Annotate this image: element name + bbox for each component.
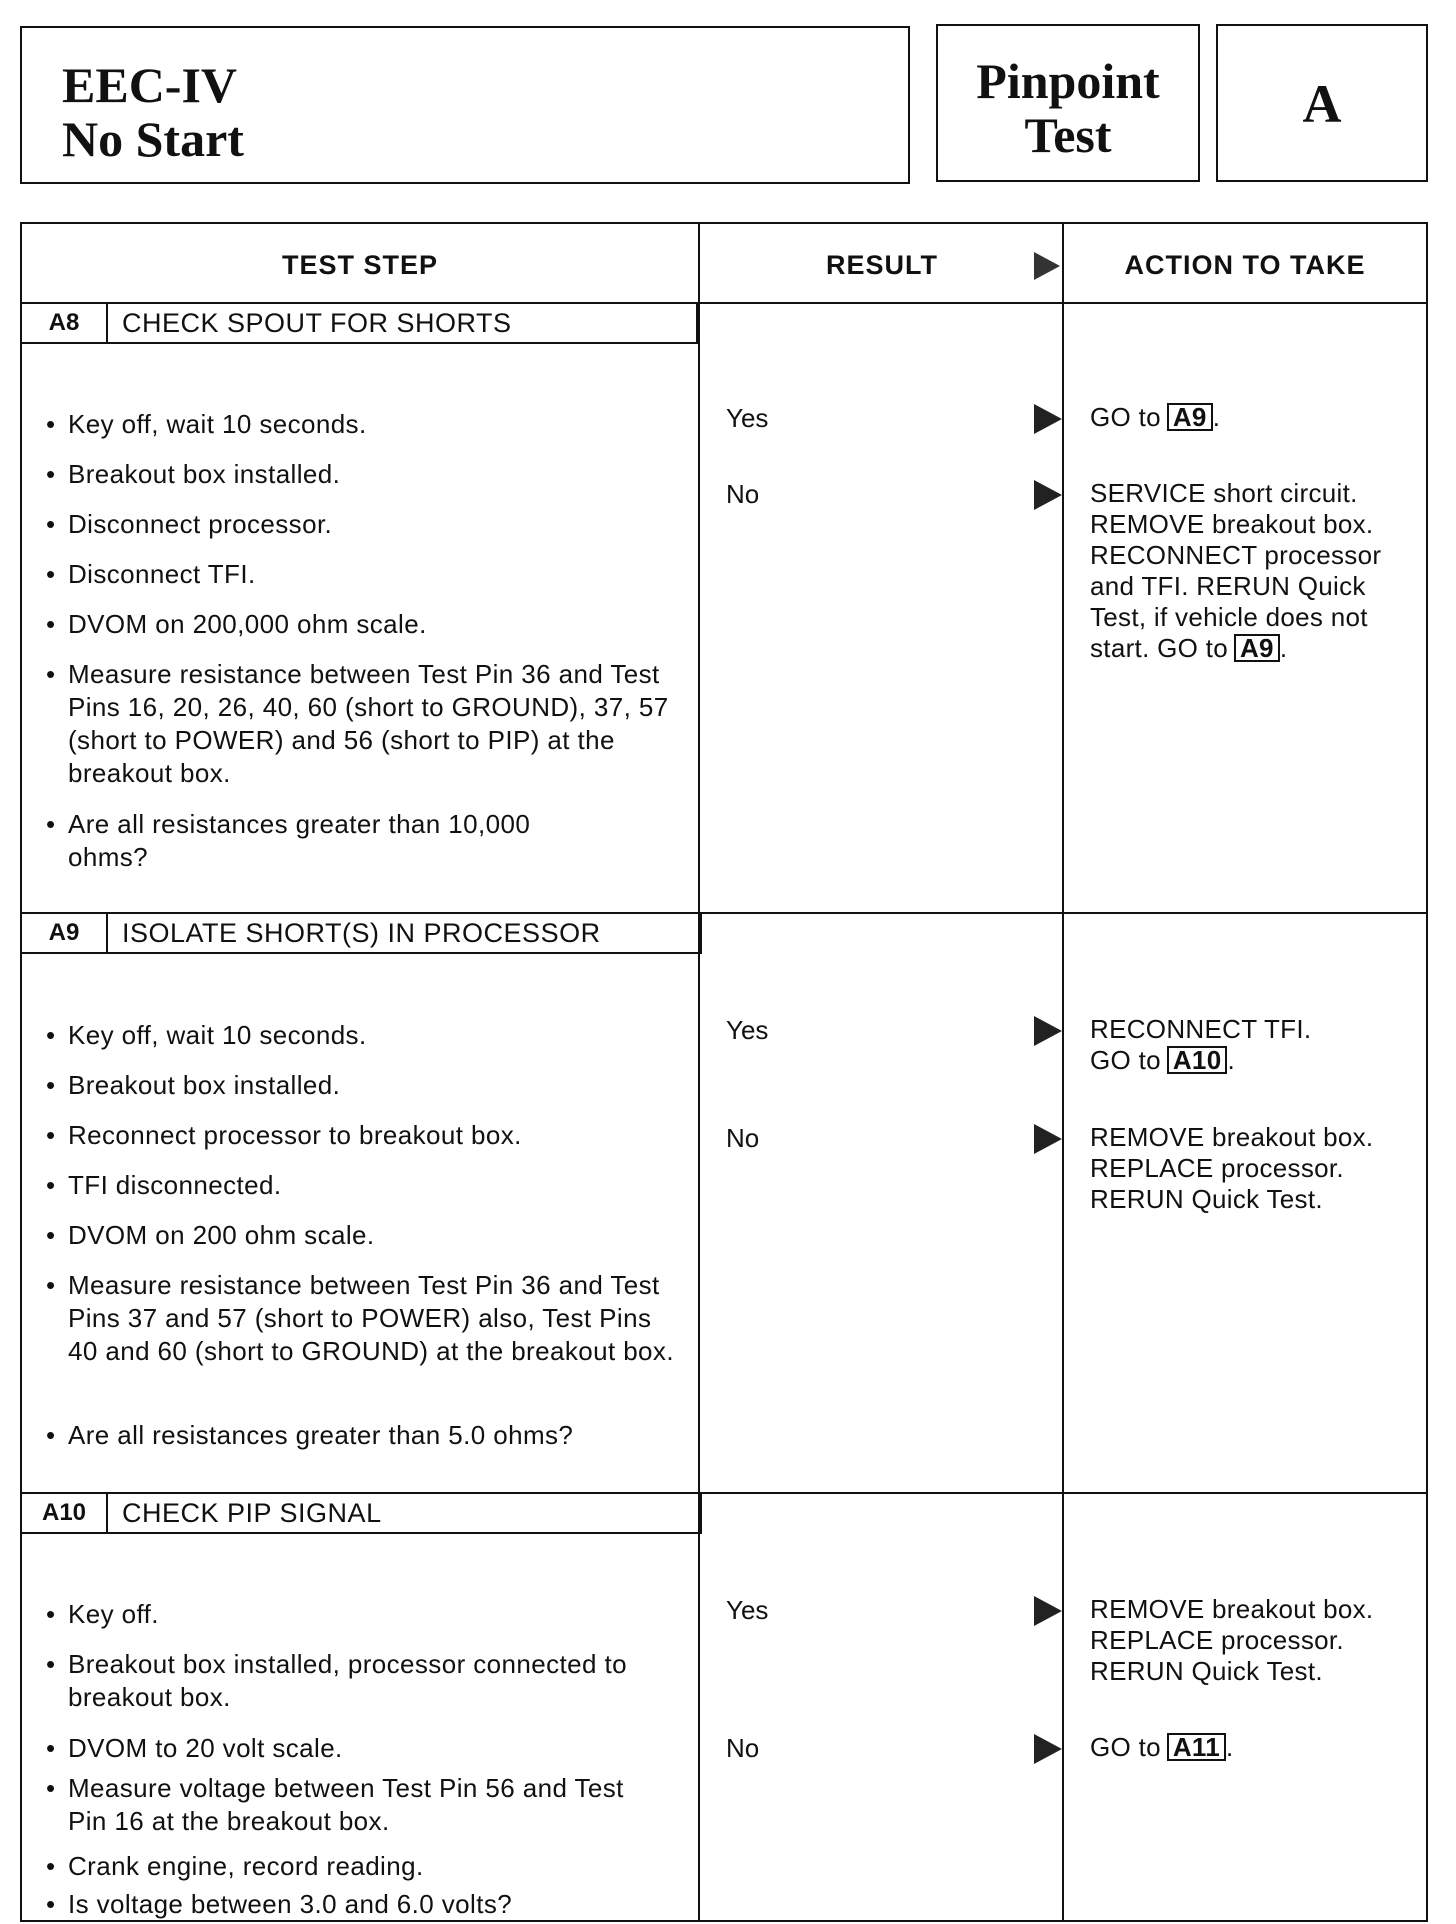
step-a8-bullet: • Disconnect processor. [46,509,333,539]
test-letter: A [1302,74,1342,134]
step-a10-bullet: • Breakout box installed, processor connected to breakout box. [46,1649,627,1712]
step-a10-bullet: • Crank engine, record reading. [46,1851,424,1881]
result-no: No [726,1733,760,1763]
pinpoint-line-2: Test [1024,107,1112,163]
column-divider-2 [1062,224,1064,1920]
arrow-icon [1034,480,1062,510]
step-a9-bullet: • Breakout box installed. [46,1070,341,1100]
action-text: GO to A9 . [1090,402,1221,432]
step-header-a9 [22,914,702,954]
result-no: No [726,1123,760,1153]
column-header-result: RESULT [826,250,938,280]
action-text: REMOVE breakout box. REPLACE processor. RERUN Quick Test. [1090,1122,1374,1214]
step-title: CHECK PIP SIGNAL [122,1498,382,1528]
header-arrow-icon [1034,252,1060,280]
step-a8-bullet: • Disconnect TFI. [46,559,256,589]
action-text: RECONNECT TFI. GO to A10 . [1090,1014,1312,1075]
step-a9-bullet: • TFI disconnected. [46,1170,282,1200]
pinpoint-test-box [936,24,1200,182]
result-no: No [726,479,760,509]
step-id: A10 [22,1494,108,1532]
procedure-title-box [20,26,910,184]
step-a9-bullet: • DVOM on 200 ohm scale. [46,1220,375,1250]
arrow-icon [1034,1124,1062,1154]
step-reference: A11 [1167,1733,1226,1761]
test-letter-box [1216,24,1428,182]
step-a9-bullet: • Measure resistance between Test Pin 36 and Test Pins 37 and 57 (short to POWER) also, Test Pins 40 and 60 (short to GROUND) at the breakout box. [46,1270,674,1366]
step-a8-bullet: • Are all resistances greater than 10,000 ohms? [46,809,531,872]
result-yes: Yes [726,1015,769,1045]
step-header-a10 [22,1494,702,1534]
step-title: ISOLATE SHORT(S) IN PROCESSOR [122,918,601,948]
step-a8-bullet: • Measure resistance between Test Pin 36 and Test Pins 16, 20, 26, 40, 60 (short to GROUND), 37, 57 (short to POWER) and 56 (short to PIP) at the breakout box. [46,659,669,788]
step-a8-bullet: • DVOM on 200,000 ohm scale. [46,609,427,639]
step-a8-bullet: • Key off, wait 10 seconds. [46,409,367,439]
action-text: REMOVE breakout box. REPLACE processor. RERUN Quick Test. [1090,1594,1374,1686]
step-a10-bullet: • Key off. [46,1599,159,1629]
column-header-test-step: TEST STEP [281,250,439,280]
step-a10-bullet: • DVOM to 20 volt scale. [46,1733,343,1763]
arrow-icon [1034,1734,1062,1764]
column-header-action: ACTION TO TAKE [1124,250,1366,280]
title-line-1: EEC-IV [62,57,238,113]
result-yes: Yes [726,1595,769,1625]
action-text: SERVICE short circuit. REMOVE breakout box. RECONNECT processor and TFI. RERUN Quick Test, if vehicle does not start. GO to A9 . [1090,478,1382,663]
step-id: A8 [22,304,108,342]
step-reference: A9 [1167,403,1213,431]
step-a9-bullet: • Reconnect processor to breakout box. [46,1120,522,1150]
step-title: CHECK SPOUT FOR SHORTS [122,308,512,338]
column-divider-1 [698,224,700,1920]
step-reference: A9 [1234,634,1280,662]
result-yes: Yes [726,403,769,433]
step-a8-bullet: • Breakout box installed. [46,459,341,489]
step-reference: A10 [1167,1046,1228,1074]
title-line-2: No Start [62,111,244,167]
pinpoint-test-table [20,222,1428,1922]
pinpoint-line-1: Pinpoint [976,53,1160,109]
step-a10-bullet: • Measure voltage between Test Pin 56 and Test Pin 16 at the breakout box. [46,1773,624,1836]
step-header-a8 [22,304,698,344]
arrow-icon [1034,1596,1062,1626]
step-a9-bullet: • Key off, wait 10 seconds. [46,1020,367,1050]
arrow-icon [1034,404,1062,434]
step-a10-bullet: • Is voltage between 3.0 and 6.0 volts? [46,1889,513,1919]
arrow-icon [1034,1016,1062,1046]
action-text: GO to A11 . [1090,1732,1234,1762]
step-a9-bullet: • Are all resistances greater than 5.0 ohms? [46,1420,574,1450]
step-id: A9 [22,914,108,952]
